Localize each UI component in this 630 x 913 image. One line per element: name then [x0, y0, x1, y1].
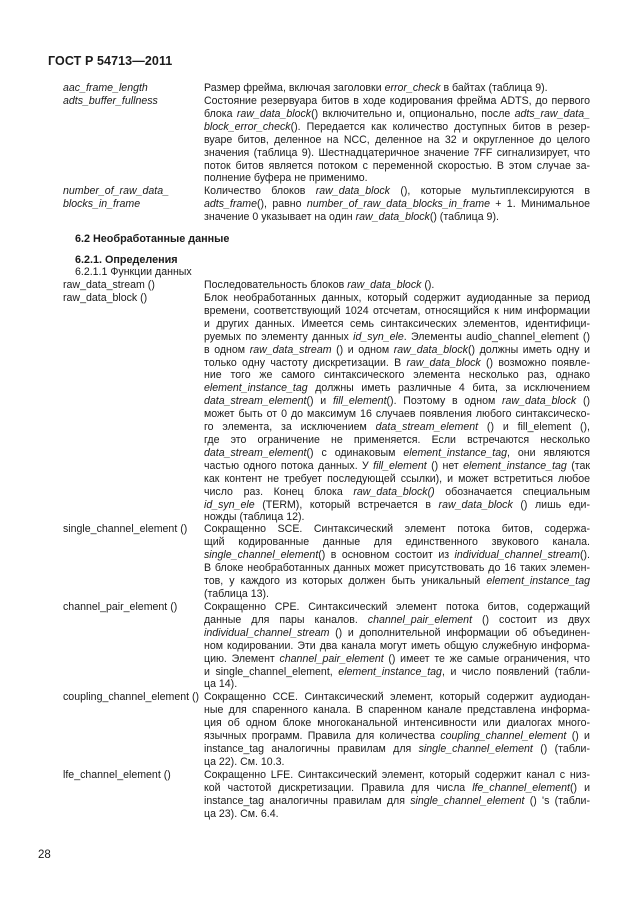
- definition-text-run: adts_raw_data_: [514, 107, 590, 120]
- definition-text-run: () включительно и, опционально, после: [311, 107, 515, 120]
- definition-line: [204, 82, 590, 95]
- definition-line: [204, 653, 590, 666]
- definition-line: [204, 160, 590, 173]
- definition-text-run: Последовательность блоков: [204, 279, 348, 291]
- definition-line: [204, 421, 590, 434]
- definition-text-run: adts_frame: [204, 197, 257, 210]
- definition-text-run: в байтах (таблица 9).: [440, 82, 548, 94]
- definition-text-run: В блоке необработанных данных может присутствовать до 16 таких элемен-: [204, 561, 590, 574]
- definition-text-run: channel_pair_element: [367, 613, 473, 626]
- definition-line: [204, 769, 590, 782]
- definition-text-run: raw_data_block: [347, 279, 422, 291]
- definition-text-run: data_stream_element: [204, 446, 307, 459]
- definition-text-run: ные для спаренного канала. В спаренном канале представлена информа-: [204, 703, 590, 716]
- definition-line: [204, 382, 590, 395]
- term-channel-pair-element: channel_pair_element (): [63, 601, 178, 613]
- subsubsection-heading: 6.2.1.1 Функции данных: [75, 266, 192, 278]
- def-number-of-raw-data-blocks: [204, 185, 590, 224]
- definition-line: [204, 730, 590, 743]
- definition-text-run: (). Поэтому в одном: [386, 395, 502, 408]
- definition-text-run: fill_element: [332, 395, 387, 408]
- definition-text-run: частью одного потока данных. У: [204, 459, 374, 472]
- def-aac-frame-length: [204, 82, 590, 95]
- def-coupling-channel-element: [204, 691, 590, 768]
- definition-line: [204, 486, 590, 499]
- definition-text-run: (), которые мультиплексируются в: [389, 185, 590, 197]
- definition-text-run: data_stream_element: [204, 395, 307, 408]
- definition-line: [204, 318, 590, 331]
- definition-text-run: raw_data_block: [502, 395, 577, 408]
- definition-line: [204, 640, 590, 653]
- definition-line: [204, 601, 590, 614]
- definition-text-run: single_channel_element: [410, 794, 525, 807]
- definition-text-run: (так: [566, 459, 590, 472]
- definition-line: [204, 147, 590, 160]
- definition-text-run: raw_data_block: [393, 343, 468, 356]
- definition-line: [204, 331, 590, 344]
- document-header: ГОСТ Р 54713—2011: [48, 54, 173, 68]
- definition-line: [204, 408, 590, 421]
- def-single-channel-element: [204, 523, 590, 600]
- definition-text-run: () (таблица 9).: [429, 210, 499, 223]
- definition-text-run: coupling_channel_element: [440, 729, 567, 742]
- definition-text-run: ().: [580, 548, 590, 561]
- definition-line: [204, 614, 590, 627]
- definition-text-run: individual_channel_stream: [454, 548, 580, 561]
- definition-line: [204, 121, 590, 134]
- definition-text-run: () и fill_element (),: [478, 421, 590, 434]
- definition-text-run: id_syn_ele: [353, 330, 404, 343]
- definition-text-run: ном кодировании. Эти два канала могут иметь общую служебную информа-: [204, 639, 590, 652]
- definition-line: [204, 562, 590, 575]
- definition-text-run: channel_pair_element: [279, 652, 384, 665]
- definition-text-run: () и: [306, 395, 333, 408]
- definition-text-run: instance_tag аналогичны правилам для: [204, 794, 411, 807]
- definition-text-run: может быть от 0 до максимум 16 случаев появления любого синтаксическо-: [204, 408, 590, 421]
- term-number-of-raw-data-blocks: number_of_raw_data_ blocks_in_frame: [63, 185, 170, 210]
- definition-text-run: () состоит из двух: [472, 613, 590, 626]
- definition-text-run: как контент не требует последующей ссылки), и может встретиться любое: [204, 472, 590, 485]
- definition-text-run: () 's (табли-: [524, 794, 590, 807]
- definition-text-run: Состояние резервуара битов в ходе кодирования фрейма ADTS, до первого: [204, 95, 590, 107]
- definition-text-run: только одну частоту дискретизации. В: [204, 356, 407, 369]
- definition-text-run: руемых по элементу данных: [204, 330, 354, 343]
- definition-line: [204, 523, 590, 536]
- definition-text-run: го элемента, за исключением: [204, 421, 376, 434]
- definition-text-run: . Элементы audio_channel_element (): [403, 330, 590, 343]
- page-number: 28: [38, 849, 51, 861]
- definition-line: [204, 447, 590, 460]
- definition-text-run: () возможно появле-: [480, 356, 591, 369]
- def-lfe-channel-element: [204, 769, 590, 821]
- definition-text-run: () (табли-: [532, 742, 590, 755]
- definition-text-run: (TERM), который встречается в: [254, 498, 439, 511]
- definition-text-run: число раз. Конец блока: [204, 485, 354, 498]
- definition-text-run: кой частотой дискретизации. Правила для числа: [204, 781, 473, 794]
- definition-text-run: , и число появлений (табли-: [441, 665, 590, 678]
- definition-line: [204, 344, 590, 357]
- definition-line: [204, 369, 590, 382]
- definition-text-run: element_instance_tag: [463, 459, 567, 472]
- definition-text-run: язычных программ. Правила для количества: [204, 729, 441, 742]
- term-single-channel-element: single_channel_element (): [63, 523, 188, 535]
- definition-text-run: block_error_check: [204, 120, 291, 133]
- definition-text-run: ца 22). См. 10.3.: [204, 755, 285, 768]
- definition-text-run: (), равно: [257, 197, 307, 210]
- definition-text-run: данные для пары каналов.: [204, 613, 368, 626]
- definition-text-run: Сокращенно CPE. Синтаксический элемент потока битов, содержащий: [204, 601, 590, 613]
- definition-text-run: тов, у каждого из которых должен быть уникальный: [204, 574, 487, 587]
- definition-text-run: в одном: [204, 343, 250, 356]
- definition-text-run: single_channel_element: [418, 742, 533, 755]
- definition-text-run: () в основном состоит из: [318, 548, 455, 561]
- definition-line: [204, 588, 590, 601]
- definition-line: [204, 292, 590, 305]
- definition-text-run: element_instance_tag: [338, 665, 442, 678]
- definition-line: [204, 134, 590, 147]
- definition-text-run: поток битов является потоком с переменной скоростью. В этом случае за-: [204, 159, 590, 172]
- definition-text-run: Сокращенно SCE. Синтаксический элемент потока битов, содержа-: [204, 523, 590, 535]
- definition-text-run: цию. Элемент: [204, 652, 280, 665]
- definition-line: [204, 279, 590, 292]
- definition-text-run: блока: [204, 107, 237, 120]
- definition-text-run: raw_data_block: [438, 498, 513, 511]
- definition-line: [204, 795, 590, 808]
- definition-text-run: element_instance_tag: [403, 446, 507, 459]
- definition-line: [204, 95, 590, 108]
- definition-line: [204, 395, 590, 408]
- definition-text-run: Блок необработанных данных, который содержит аудиоданные за период: [204, 292, 590, 304]
- definition-text-run: number_of_raw_data_blocks_in_frame: [306, 197, 490, 210]
- definition-text-run: () и: [569, 781, 590, 794]
- definition-text-run: ция об одном блоке многоканальной интенсивности или диалогах много-: [204, 716, 590, 729]
- definition-text-run: () и: [566, 729, 590, 742]
- definition-text-run: element_instance_tag: [204, 382, 308, 395]
- definition-text-run: (). Передается как количество доступных битов в резер-: [290, 120, 590, 133]
- term-adts-buffer-fullness: adts_buffer_fullness: [63, 95, 158, 107]
- definition-text-run: () с одинаковым: [306, 446, 404, 459]
- definition-text-run: () нет: [426, 459, 464, 472]
- definition-text-run: lfe_channel_element: [472, 781, 570, 794]
- definition-text-run: полнение буфера не применимо.: [204, 172, 368, 185]
- definition-text-run: и других данных. Имеется семь синтаксических элементов, идентифици-: [204, 317, 590, 330]
- definition-text-run: Размер фрейма, включая заголовки: [204, 82, 385, 94]
- definition-line: [204, 743, 590, 756]
- definition-line: [204, 704, 590, 717]
- definition-line: [204, 357, 590, 370]
- definition-line: [204, 808, 590, 821]
- definition-text-run: ние того же самого синтаксического элемента несколько раз, однако: [204, 369, 590, 382]
- definition-text-run: , они являются: [507, 446, 591, 459]
- definition-text-run: instance_tag аналогичны правилам для: [204, 742, 419, 755]
- definition-text-run: Сокращенно LFE. Синтаксический элемент, который содержит канал с низ-: [204, 769, 590, 781]
- definition-text-run: (): [576, 395, 590, 408]
- definition-line: [204, 185, 590, 198]
- definition-line: [204, 198, 590, 211]
- definition-text-run: + 1. Минимальное: [489, 197, 590, 210]
- definition-line: [204, 172, 590, 185]
- definition-text-run: значение 0 указывает на один: [204, 210, 356, 223]
- definition-text-run: обозначается специальным: [434, 485, 590, 498]
- definition-text-run: () и дополнительной информации об объединен-: [329, 626, 590, 639]
- definition-text-run: и single_channel_element,: [204, 665, 339, 678]
- definition-line: [204, 756, 590, 769]
- definition-line: [204, 108, 590, 121]
- section-heading: 6.2 Необработанные данные: [75, 233, 230, 245]
- definition-text-run: вуаре битов, деленное на NCC, деленное на 32 и округленное до целого: [204, 133, 590, 146]
- definition-line: [204, 499, 590, 512]
- definition-line: [204, 473, 590, 486]
- definition-text-run: где это ограничение не применяется. Если встречаются несколько: [204, 433, 590, 446]
- definition-text-run: щий кодированные данные для единственного звукового канала.: [204, 535, 590, 548]
- def-raw-data-block: [204, 292, 590, 524]
- term-coupling-channel-element: coupling_channel_element (): [63, 691, 200, 703]
- definition-line: [204, 434, 590, 447]
- definition-text-run: ца 14).: [204, 678, 238, 691]
- term-lfe-channel-element: lfe_channel_element (): [63, 769, 171, 781]
- definition-text-run: element_instance_tag: [486, 574, 590, 587]
- definition-line: [204, 678, 590, 691]
- definition-text-run: raw_data_block: [236, 107, 312, 120]
- definition-text-run: raw_data_block: [406, 356, 481, 369]
- definition-line: [204, 717, 590, 730]
- definition-line: [204, 782, 590, 795]
- definition-text-run: ().: [421, 279, 435, 291]
- definition-text-run: () лишь еди-: [512, 498, 590, 511]
- definition-text-run: () имеет те же самые ограничения, что: [383, 652, 590, 665]
- definition-text-run: raw_data_block: [315, 185, 390, 197]
- definition-text-run: времени, соответствующий 1024 отсчетам, относящийся к ним информации: [204, 304, 590, 317]
- definition-text-run: single_channel_element: [204, 548, 319, 561]
- definition-text-run: ножды (таблица 12).: [204, 511, 305, 524]
- definition-line: [204, 305, 590, 318]
- definition-text-run: Сокращенно CCE. Синтаксический элемент, который содержит аудиодан-: [204, 691, 590, 703]
- definition-text-run: значения (таблица 9). Шестнадцатеричное значение 7FF сигнализирует, что: [204, 146, 590, 159]
- definition-line: [204, 627, 590, 640]
- definition-text-run: error_check: [384, 82, 441, 94]
- term-raw-data-block: raw_data_block (): [63, 292, 148, 304]
- definition-text-run: () должны иметь одну и: [467, 343, 590, 356]
- definition-text-run: raw_data_block: [355, 210, 430, 223]
- definition-line: [204, 536, 590, 549]
- definition-text-run: id_syn_ele: [204, 498, 255, 511]
- definition-text-run: raw_data_stream: [249, 343, 332, 356]
- definition-text-run: data_stream_element: [375, 421, 479, 434]
- definition-line: [204, 460, 590, 473]
- definition-line: [204, 666, 590, 679]
- definition-text-run: должны иметь различные 4 бита, за исключением: [307, 382, 590, 395]
- subsection-heading: 6.2.1. Определения: [75, 254, 178, 266]
- definition-line: [204, 691, 590, 704]
- term-aac-frame-length: aac_frame_length: [63, 82, 148, 94]
- def-channel-pair-element: [204, 601, 590, 691]
- definition-text-run: fill_element: [373, 459, 427, 472]
- definition-line: [204, 549, 590, 562]
- definition-text-run: individual_channel_stream: [204, 626, 330, 639]
- definition-line: [204, 575, 590, 588]
- definition-line: [204, 211, 590, 224]
- def-raw-data-stream: [204, 279, 590, 292]
- term-raw-data-stream: raw_data_stream (): [63, 279, 155, 291]
- def-adts-buffer-fullness: [204, 95, 590, 185]
- definition-text-run: Количество блоков: [204, 185, 316, 197]
- definition-text-run: ца 23). См. 6.4.: [204, 807, 279, 820]
- definition-text-run: raw_data_block(): [353, 485, 435, 498]
- definition-text-run: (таблица 13).: [204, 587, 270, 600]
- definition-text-run: () и одном: [331, 343, 394, 356]
